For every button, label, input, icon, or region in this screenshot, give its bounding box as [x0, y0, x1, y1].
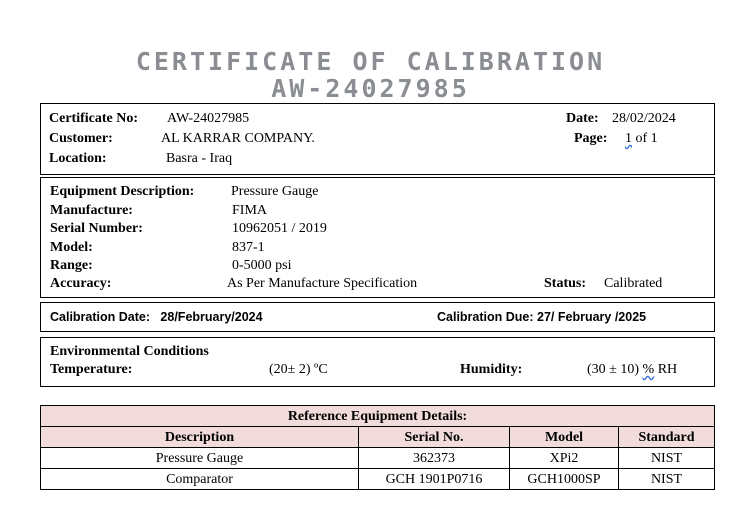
page-label: Page: [574, 131, 608, 146]
model-value: 837-1 [232, 240, 265, 255]
customer-value: AL KARRAR COMPANY. [161, 131, 315, 146]
accuracy-label: Accuracy: [50, 276, 112, 291]
table-cell: 362373 [359, 448, 510, 469]
status-label: Status: [544, 276, 587, 291]
range-label: Range: [50, 258, 93, 273]
table-cell: GCH 1901P0716 [359, 469, 510, 490]
humidity-label: Humidity: [460, 362, 523, 377]
table-cell: NIST [619, 448, 715, 469]
serial-number-label: Serial Number: [50, 221, 143, 236]
temperature-value: (20± 2) ºC [269, 362, 328, 377]
table-row [41, 448, 715, 469]
calibration-date: Calibration Date: 28/February/2024 [50, 310, 263, 324]
humidity-percent: % [642, 362, 655, 377]
humidity-value [587, 361, 677, 378]
equipment-description-label: Equipment Description: [50, 184, 195, 199]
manufacture-label: Manufacture: [50, 203, 133, 218]
column-header-standard: Standard [619, 427, 715, 448]
accuracy-value: As Per Manufacture Specification [227, 276, 418, 291]
humidity-range: (30 ± 10) [587, 362, 643, 377]
date-value: 28/02/2024 [612, 111, 676, 126]
page-number: 1 [625, 131, 632, 146]
serial-number-value: 10962051 / 2019 [232, 221, 327, 236]
equipment-description-value: Pressure Gauge [231, 184, 319, 199]
certificate-number-title: AW-24027985 [271, 74, 470, 103]
certificate-no-label: Certificate No: [49, 111, 139, 126]
humidity-unit: RH [654, 362, 678, 377]
column-header-description: Description [41, 427, 359, 448]
date-label: Date: [566, 111, 599, 126]
certificate-title: CERTIFICATE OF CALIBRATION [135, 47, 606, 76]
table-cell: XPi2 [510, 448, 619, 469]
manufacture-value: FIMA [232, 203, 268, 218]
table-cell: NIST [619, 469, 715, 490]
table-row [41, 469, 715, 490]
temperature-label: Temperature: [50, 362, 133, 377]
table-cell: Pressure Gauge [41, 448, 359, 469]
column-header-model: Model [510, 427, 619, 448]
page-value [625, 130, 658, 147]
table-header-row [41, 427, 715, 448]
column-header-serial: Serial No. [359, 427, 510, 448]
reference-equipment-table [40, 405, 715, 490]
certificate-no-value: AW-24027985 [167, 111, 250, 126]
range-value: 0-5000 psi [232, 258, 292, 273]
table-title-row [41, 406, 715, 427]
model-label: Model: [50, 240, 93, 255]
status-value: Calibrated [604, 276, 663, 291]
location-label: Location: [49, 151, 107, 166]
page-total: of 1 [632, 131, 658, 146]
calibration-due-date: Calibration Due: 27/ February /2025 [437, 310, 647, 324]
customer-label: Customer: [49, 131, 113, 146]
location-value: Basra - Iraq [166, 151, 233, 166]
environment-heading: Environmental Conditions [50, 344, 209, 359]
table-cell: GCH1000SP [510, 469, 619, 490]
table-cell: Comparator [41, 469, 359, 490]
reference-table-title: Reference Equipment Details: [41, 406, 715, 427]
